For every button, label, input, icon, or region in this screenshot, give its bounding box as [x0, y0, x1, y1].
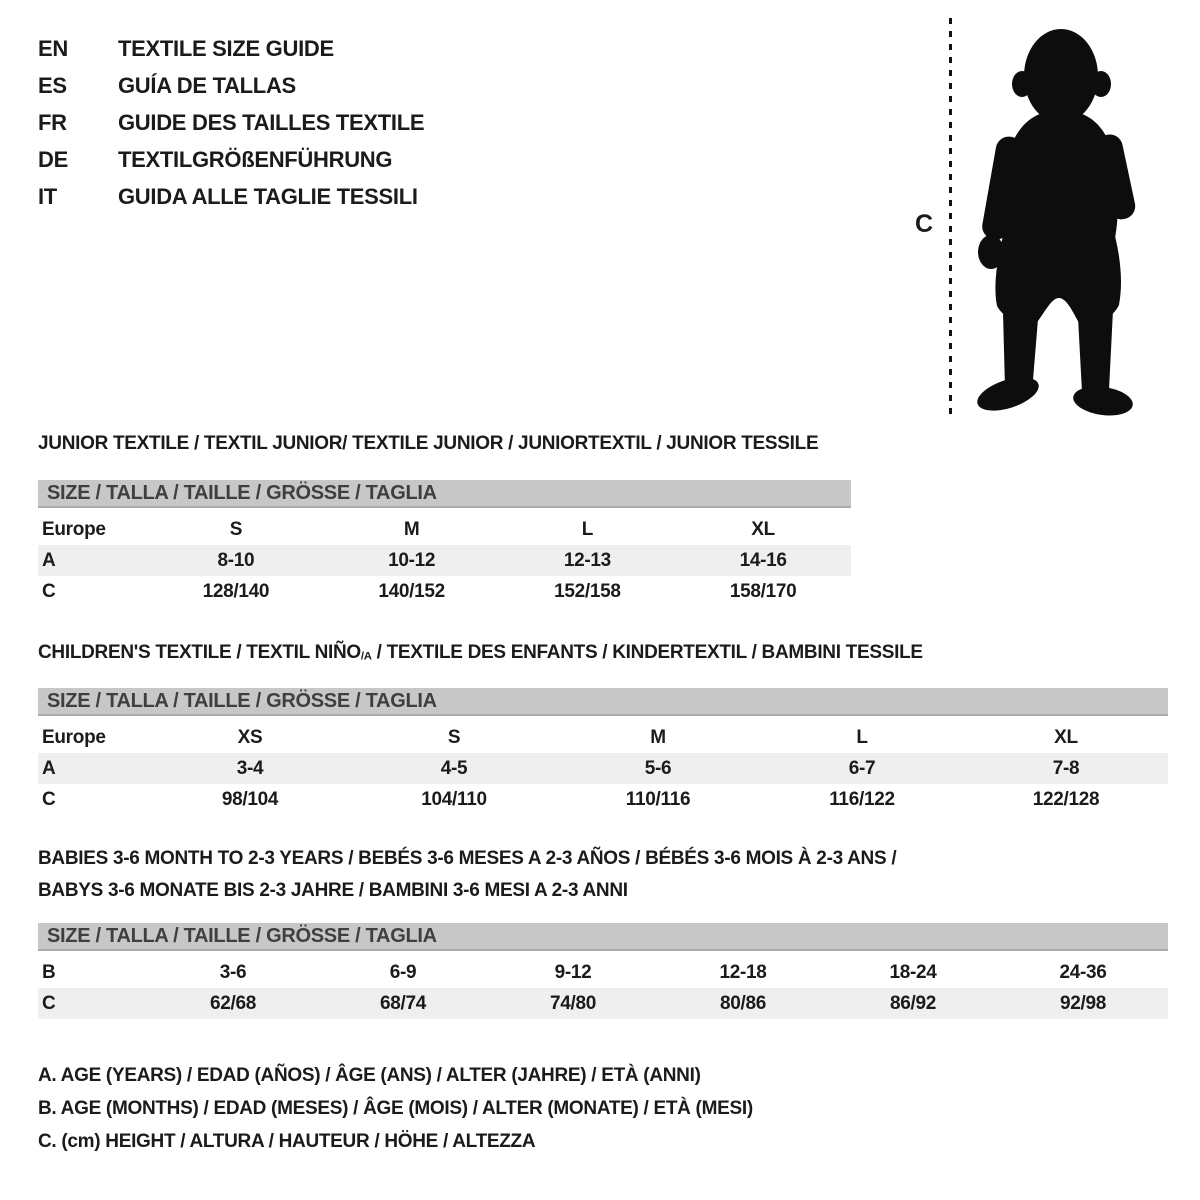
language-code: EN — [38, 35, 68, 61]
language-row-it — [38, 178, 638, 215]
legend-line-a: A. AGE (YEARS) / EDAD (AÑOS) / ÂGE (ANS) / ALTER (JAHRE) / ETÀ (ANNI) — [38, 1065, 701, 1087]
table-cell: XS — [237, 726, 263, 748]
children-title-suffix: / TEXTILE DES ENFANTS / KINDERTEXTIL / BAMBINI TESSILE — [371, 642, 923, 663]
language-row-fr — [38, 104, 638, 141]
children-title-subscript: /A — [360, 650, 372, 663]
language-label: GUIDE DES TAILLES TEXTILE — [118, 109, 425, 135]
children-size-header: SIZE / TALLA / TAILLE / GRÖSSE / TAGLIA — [38, 688, 1168, 716]
table-cell: 140/152 — [378, 580, 445, 602]
language-label: TEXTILGRÖßENFÜHRUNG — [118, 146, 393, 172]
table-cell: 152/158 — [554, 580, 621, 602]
table-cell: 62/68 — [209, 992, 257, 1014]
language-list — [38, 30, 638, 215]
table-cell: 9-12 — [554, 961, 592, 983]
language-code: DE — [38, 146, 68, 172]
table-cell: XL — [1054, 726, 1078, 748]
table-cell: M — [650, 726, 666, 748]
table-row — [38, 576, 851, 607]
table-row — [38, 722, 1168, 753]
table-cell: S — [447, 726, 461, 748]
table-row — [38, 514, 851, 545]
table-cell: 86/92 — [889, 992, 937, 1014]
table-cell: L — [856, 726, 868, 748]
table-cell: 98/104 — [221, 788, 279, 810]
babies-size-header: SIZE / TALLA / TAILLE / GRÖSSE / TAGLIA — [38, 923, 1168, 951]
table-cell: 158/170 — [729, 580, 797, 602]
table-cell: 122/128 — [1032, 788, 1100, 810]
table-cell: 5-6 — [644, 757, 672, 779]
toddler-silhouette-icon — [975, 20, 1140, 420]
table-cell: M — [403, 518, 420, 540]
table-row — [38, 784, 1168, 815]
language-code: ES — [38, 72, 67, 98]
table-cell: S — [229, 518, 243, 540]
table-cell: 3-6 — [219, 961, 247, 983]
table-cell: 92/98 — [1059, 992, 1107, 1014]
table-cell: 14-16 — [739, 549, 787, 571]
height-dashed-line — [949, 18, 952, 416]
table-cell: 110/116 — [625, 788, 691, 810]
height-measure-label: C — [915, 210, 933, 238]
table-cell: 80/86 — [719, 992, 767, 1014]
babies-section-title — [38, 843, 1165, 907]
table-cell: 12-13 — [563, 549, 611, 571]
table-cell: Europe — [42, 518, 106, 540]
height-measure-figure — [905, 16, 1140, 420]
language-row-de — [38, 141, 638, 178]
babies-title-line1: BABIES 3-6 MONTH TO 2-3 YEARS / BEBÉS 3-6 MESES A 2-3 AÑOS / BÉBÉS 3-6 MOIS À 2-3 ANS / — [38, 848, 897, 870]
table-row — [38, 753, 1168, 784]
table-cell: 6-9 — [389, 961, 417, 983]
table-cell: 24-36 — [1059, 961, 1107, 983]
babies-title-line2: BABYS 3-6 MONATE BIS 2-3 JAHRE / BAMBINI 3-6 MESI A 2-3 ANNI — [38, 880, 628, 902]
junior-table — [38, 514, 1165, 607]
language-label: GUÍA DE TALLAS — [118, 72, 296, 98]
babies-section — [38, 843, 1165, 1019]
junior-size-header: SIZE / TALLA / TAILLE / GRÖSSE / TAGLIA — [38, 480, 851, 508]
table-cell: 68/74 — [379, 992, 427, 1014]
junior-section-title: JUNIOR TEXTILE / TEXTIL JUNIOR/ TEXTILE JUNIOR / JUNIORTEXTIL / JUNIOR TESSILE — [38, 433, 819, 454]
legend — [38, 1059, 1165, 1158]
language-code: IT — [38, 183, 57, 209]
table-cell: C — [42, 788, 56, 810]
table-cell: 104/110 — [421, 788, 487, 810]
table-cell: A — [42, 757, 56, 779]
table-cell: L — [581, 518, 594, 540]
language-row-es — [38, 67, 638, 104]
language-code: FR — [38, 109, 67, 135]
table-cell: 6-7 — [848, 757, 876, 779]
table-row — [38, 545, 851, 576]
table-cell: 116/122 — [829, 788, 895, 810]
children-section — [38, 642, 1165, 815]
legend-line-c: C. (cm) HEIGHT / ALTURA / HAUTEUR / HÖHE / ALTEZZA — [38, 1131, 536, 1153]
children-table — [38, 722, 1165, 815]
table-cell: A — [42, 549, 56, 571]
table-cell: B — [42, 961, 56, 983]
table-cell: C — [42, 992, 56, 1014]
children-title-prefix: CHILDREN'S TEXTILE / TEXTIL NIÑO — [38, 642, 361, 663]
table-cell: 128/140 — [202, 580, 270, 602]
legend-line-b: B. AGE (MONTHS) / EDAD (MESES) / ÂGE (MOIS) / ALTER (MONATE) / ETÀ (MESI) — [38, 1098, 753, 1120]
language-label: GUIDA ALLE TAGLIE TESSILI — [118, 183, 418, 209]
table-cell: 18-24 — [889, 961, 937, 983]
junior-section — [38, 433, 1165, 607]
table-cell: Europe — [42, 726, 106, 748]
table-cell: 8-10 — [217, 549, 255, 571]
language-row-en — [38, 30, 638, 67]
table-cell: 3-4 — [236, 757, 264, 779]
table-cell: 7-8 — [1052, 757, 1080, 779]
table-cell: 12-18 — [719, 961, 767, 983]
language-label: TEXTILE SIZE GUIDE — [118, 35, 334, 61]
table-row — [38, 957, 1168, 988]
children-section-title — [38, 642, 1165, 667]
babies-table — [38, 957, 1165, 1019]
table-cell: 4-5 — [440, 757, 468, 779]
table-cell: 74/80 — [549, 992, 597, 1014]
table-cell: XL — [751, 518, 775, 540]
table-cell: 10-12 — [388, 549, 436, 571]
table-row — [38, 988, 1168, 1019]
table-cell: C — [42, 580, 56, 602]
